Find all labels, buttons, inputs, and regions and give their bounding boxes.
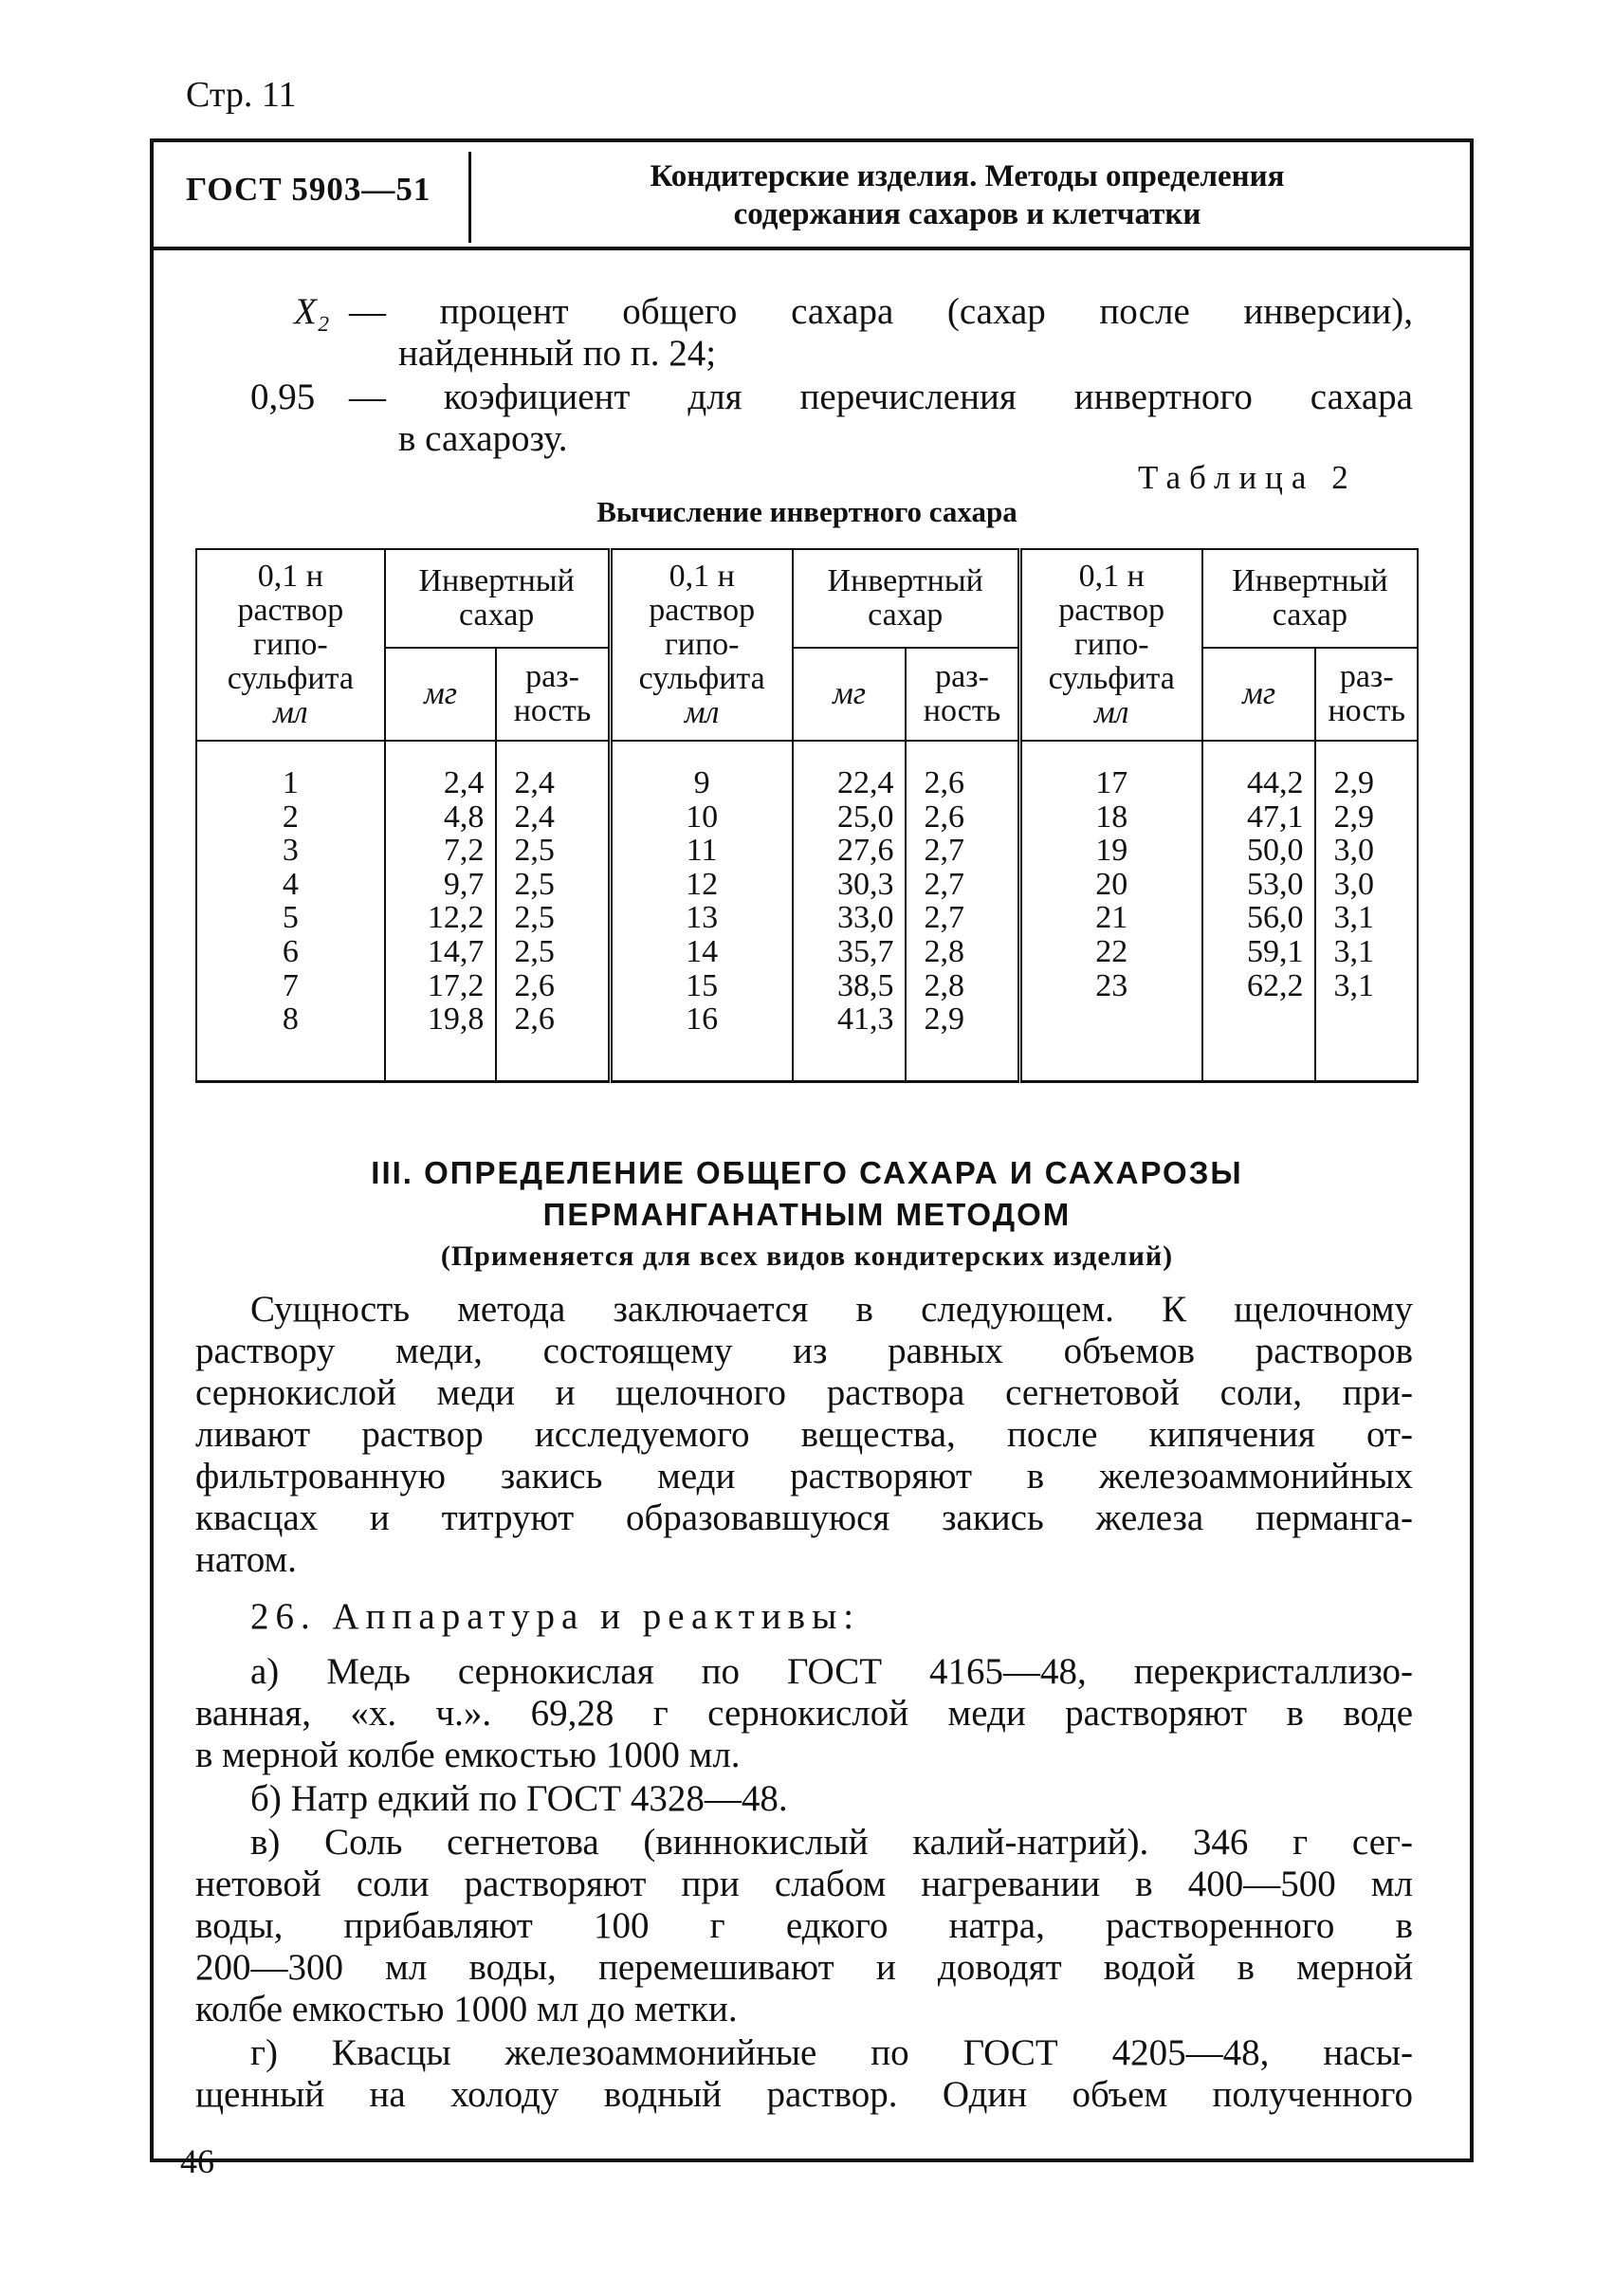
table-cell: 33,0: [836, 900, 894, 936]
item26-v-line: колбе емкостью 1000 мл до метки.: [195, 1989, 738, 2030]
table-cell: 2,8: [924, 933, 964, 969]
paragraph-line: квасцах и титруют образовавшуюся закись железа перманга-: [195, 1497, 1413, 1538]
col-mg-2: [793, 741, 907, 1081]
head-solution-1: 0,1 н раствор гипо- сульфита мл: [196, 549, 385, 741]
paragraph-line: Сущность метода заключается в следующем. К щелочному: [250, 1289, 1413, 1330]
table-cell: 4: [282, 866, 299, 902]
table-cell: 2,9: [1333, 765, 1374, 800]
item26-heading: 26. Аппаратура и реактивы:: [250, 1596, 861, 1637]
col-mg-3: [1202, 741, 1316, 1081]
table-cell: 1: [282, 765, 299, 800]
table-cell: 18: [1095, 799, 1128, 835]
table-cell: 13: [686, 900, 719, 936]
head-solution-3: 0,1 н раствор гипо- сульфита мл: [1019, 549, 1202, 741]
table-cell: 2,4: [514, 765, 555, 800]
item26-b-line: б) Натр едкий по ГОСТ 4328—48.: [250, 1778, 788, 1819]
table-cell: 3: [282, 833, 299, 869]
table-cell: 2,8: [924, 967, 964, 1003]
def-x2-symbol: X₂: [294, 291, 330, 332]
table-cell: 22,4: [836, 765, 894, 800]
table-cell: 12,2: [427, 900, 485, 936]
table-cell: 2,6: [514, 967, 555, 1003]
head-diff-3: раз- ность: [1315, 648, 1418, 741]
table-label: Таблица 2: [1138, 459, 1357, 496]
table-cell: 3,1: [1333, 933, 1374, 969]
table-cell: 3,0: [1333, 866, 1374, 902]
frame-bottom-border: [150, 2158, 1474, 2162]
head-invert-2: Инвертный сахар: [793, 549, 1019, 648]
table-cell: 21: [1095, 900, 1128, 936]
table-cell: 35,7: [836, 933, 894, 969]
item26-v-line: нетовой соли растворяют при слабом нагревании в 400—500 мл: [195, 1864, 1413, 1904]
table-cell: 2,6: [924, 799, 964, 835]
col-diff-2: [906, 741, 1019, 1081]
item26-v-line: в) Соль сегнетова (виннокислый калий-натрий). 346 г сег-: [250, 1822, 1413, 1863]
gost-number: ГОСТ 5903—51: [186, 171, 431, 208]
table-cell: 17,2: [427, 967, 485, 1003]
section-subtitle: (Применяется для всех видов кондитерских изделий): [440, 1240, 1174, 1272]
page-number-bottom: 46: [180, 2142, 214, 2180]
table-cell: 2,4: [443, 765, 485, 800]
document-title-line2: содержания сахаров и клетчатки: [733, 197, 1201, 231]
table-cell: 27,6: [836, 833, 894, 869]
table-caption: Вычисление инвертного сахара: [596, 495, 1017, 528]
table-cell: 2,5: [514, 866, 555, 902]
table-cell: 44,2: [1246, 765, 1304, 800]
table-cell: 16: [686, 1001, 719, 1038]
table-cell: 2,6: [514, 1001, 555, 1038]
paragraph-line: ливают раствор исследуемого вещества, после кипячения от-: [195, 1414, 1413, 1455]
document-title-line1: Кондитерские изделия. Методы определения: [650, 159, 1285, 193]
col-mg-1: [385, 741, 497, 1081]
table-cell: 38,5: [836, 967, 894, 1003]
header-separator: [468, 152, 471, 243]
item26-a-line: ванная, «х. ч.». 69,28 г сернокислой меди растворяют в воде: [195, 1693, 1413, 1734]
table-cell: 19,8: [427, 1001, 485, 1038]
head-diff-1: раз- ность: [496, 648, 610, 741]
header-divider: [150, 247, 1474, 250]
table-cell: 56,0: [1246, 900, 1304, 936]
table-cell: 50,0: [1246, 833, 1304, 869]
item26-v-line: 200—300 мл воды, перемешивают и доводят водой в мерной: [195, 1947, 1413, 1988]
table-cell: 2,9: [924, 1001, 964, 1038]
head-diff-2: раз- ность: [906, 648, 1019, 741]
def-k-line1: — коэфициент для перечисления инвертного сахара: [349, 377, 1413, 417]
table-cell: 7: [282, 967, 299, 1003]
table-cell: 41,3: [836, 1001, 894, 1038]
table-cell: 30,3: [836, 866, 894, 902]
table-cell: 2,4: [514, 799, 555, 835]
head-solution-2: 0,1 н раствор гипо- сульфита мл: [610, 549, 793, 741]
table-cell: 9: [693, 765, 710, 800]
table-cell: 2,5: [514, 933, 555, 969]
def-k-line2: в сахарозу.: [398, 418, 568, 459]
table-cell: 2,5: [514, 900, 555, 936]
col-diff-3: [1315, 741, 1418, 1081]
head-mg-2: мг: [793, 648, 907, 741]
table-cell: 53,0: [1246, 866, 1304, 902]
paragraph-line: натом.: [195, 1539, 297, 1580]
table-cell: 2,7: [924, 866, 964, 902]
col-diff-1: [496, 741, 610, 1081]
item26-g-line: г) Квасцы железоаммонийные по ГОСТ 4205—48, насы-: [250, 2032, 1413, 2073]
table-cell: 10: [686, 799, 719, 835]
table-cell: 22: [1095, 933, 1128, 969]
section-title-line1: III. ОПРЕДЕЛЕНИЕ ОБЩЕГО САХАРА И САХАРОЗЫ: [371, 1155, 1243, 1190]
frame-top-border: [150, 138, 1474, 142]
frame-right-border: [1470, 138, 1474, 2162]
table-cell: 17: [1095, 765, 1128, 800]
table-cell: 2,5: [514, 833, 555, 869]
head-invert-1: Инвертный сахар: [385, 549, 610, 648]
head-mg-1: мг: [385, 648, 497, 741]
table-cell: 8: [282, 1001, 299, 1038]
table-cell: 2,7: [924, 900, 964, 936]
table-cell: 3,0: [1333, 833, 1374, 869]
table-cell: 4,8: [443, 799, 485, 835]
table-cell: 59,1: [1246, 933, 1304, 969]
head-invert-3: Инвертный сахар: [1202, 549, 1418, 648]
page-number-top: Стр. 11: [186, 75, 297, 115]
table-cell: 2,9: [1333, 799, 1374, 835]
def-x2-line1: — процент общего сахара (сахар после инверсии),: [349, 291, 1413, 332]
table-cell: 5: [282, 900, 299, 936]
frame-left-border: [150, 138, 154, 2162]
table-cell: 14: [686, 933, 719, 969]
table-cell: 11: [686, 833, 718, 869]
def-x2-line2: найденный по п. 24;: [398, 333, 717, 374]
head-mg-3: мг: [1202, 648, 1316, 741]
table-cell: 19: [1095, 833, 1128, 869]
table-cell: 3,1: [1333, 900, 1374, 936]
item26-g-line: щенный на холоду водный раствор. Один объем полученного: [195, 2074, 1413, 2115]
table-cell: 12: [686, 866, 719, 902]
table-cell: 7,2: [443, 833, 485, 869]
table-cell: 14,7: [427, 933, 485, 969]
table-cell: 2,7: [924, 833, 964, 869]
table-cell: 9,7: [443, 866, 485, 902]
table-cell: 2,6: [924, 765, 964, 800]
table-cell: 2: [282, 799, 299, 835]
table-cell: 62,2: [1246, 967, 1304, 1003]
col-ml-1: [196, 741, 385, 1081]
table-cell: 47,1: [1246, 799, 1304, 835]
col-ml-3: [1019, 741, 1202, 1081]
def-k-value: 0,95: [250, 377, 316, 417]
table-cell: 6: [282, 933, 299, 969]
paragraph-line: раствору меди, состоящему из равных объемов растворов: [195, 1331, 1413, 1371]
document-title: [474, 157, 1460, 233]
item26-a-line: в мерной колбе емкостью 1000 мл.: [195, 1735, 741, 1775]
paragraph-line: сернокислой меди и щелочного раствора сегнетовой соли, при-: [195, 1372, 1413, 1413]
table-cell: 3,1: [1333, 967, 1374, 1003]
item26-a-line: а) Медь сернокислая по ГОСТ 4165—48, перекристаллизо-: [250, 1651, 1413, 1692]
col-ml-2: [610, 741, 793, 1081]
table-cell: 15: [686, 967, 719, 1003]
item26-v-line: воды, прибавляют 100 г едкого натра, растворенного в: [195, 1905, 1413, 1946]
invert-sugar-table: [195, 548, 1419, 1083]
table-cell: 25,0: [836, 799, 894, 835]
section-title-line2: ПЕРМАНГАНАТНЫМ МЕТОДОМ: [542, 1197, 1072, 1232]
paragraph-line: фильтрованную закись меди растворяют в железоаммонийных: [195, 1456, 1413, 1497]
table-cell: 23: [1095, 967, 1128, 1003]
table-cell: 20: [1095, 866, 1128, 902]
